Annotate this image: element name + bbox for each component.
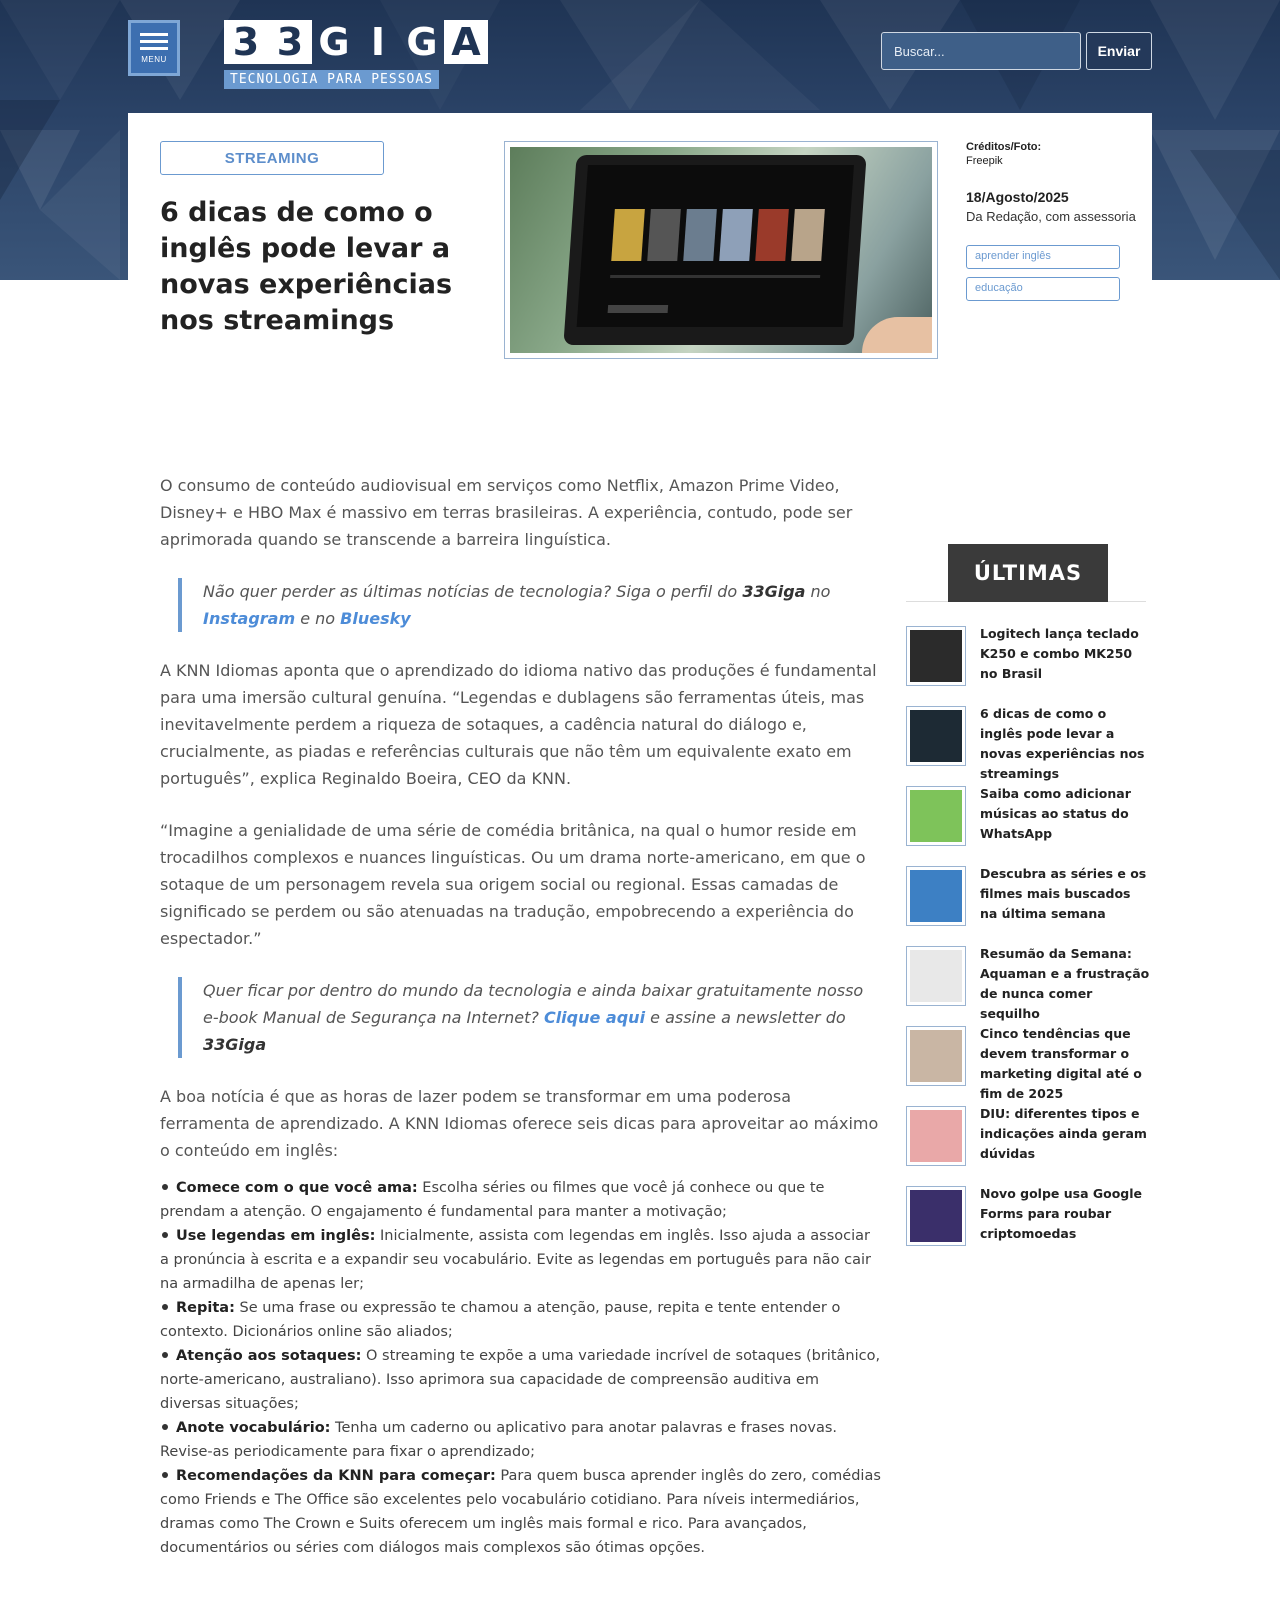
tips-list <box>160 1176 882 1560</box>
list-item: Use legendas em inglês: Inicialmente, assista com legendas em inglês. Isso ajuda a associar a pronúncia à escrita e a expandir seu vocabulário. Evite as legendas em português para não cair na armadilha de apenas ler; <box>160 1228 872 1292</box>
search-input[interactable] <box>881 32 1081 70</box>
brand-name: 33Giga <box>742 582 806 601</box>
logo-char: G <box>406 20 438 64</box>
keyword-tag[interactable]: educação <box>966 277 1120 301</box>
instagram-callout: Não quer perder as últimas notícias de tecnologia? Siga o perfil do 33Giga no Instagram e no Bluesky <box>178 578 882 632</box>
bluesky-link[interactable]: Bluesky <box>340 609 411 628</box>
latest-item-title[interactable]: Logitech lança teclado K250 e combo MK250 no Brasil <box>980 626 1139 681</box>
publish-date: 18/Agosto/2025 <box>966 189 1069 205</box>
latest-item[interactable] <box>906 866 1150 926</box>
latest-item-title[interactable]: Saiba como adicionar músicas ao status do WhatsApp <box>980 786 1131 841</box>
latest-item-title[interactable]: Descubra as séries e os filmes mais buscados na última semana <box>980 866 1147 921</box>
logo-char: 3 <box>268 20 312 64</box>
menu-button[interactable] <box>128 20 180 76</box>
article-body <box>160 472 882 1560</box>
instagram-link[interactable]: Instagram <box>203 609 296 628</box>
category-tag[interactable]: STREAMING <box>160 141 384 175</box>
bullet-icon <box>162 1472 168 1478</box>
list-item: Repita: Se uma frase ou expressão te chamou a atenção, pause, repita e tente entender o contexto. Dicionários online são aliados; <box>160 1300 841 1340</box>
credits-value: Freepik <box>966 155 1003 167</box>
article-featured-image <box>504 141 938 359</box>
brand-name: 33Giga <box>203 1035 267 1054</box>
latest-item[interactable] <box>906 1026 1150 1101</box>
news-thumbnail <box>906 1186 966 1246</box>
logo-char: A <box>444 20 488 64</box>
credits-label: Créditos/Foto: <box>966 141 1042 153</box>
latest-item[interactable] <box>906 1186 1150 1246</box>
article-title: 6 dicas de como o inglês pode levar a novas experiências nos streamings <box>160 197 453 336</box>
article-header-card <box>128 113 1152 363</box>
paragraph: “Imagine a genialidade de uma série de comédia britânica, na qual o humor reside em trocadilhos complexos e nuances linguísticas. Ou um drama norte-americano, em que o sotaque de um personagem revela sua origem social ou regional. Essas camadas de significado se perdem ou são atenuadas na tradução, empobrecendo a experiência do espectador.” <box>160 821 866 948</box>
paragraph: A KNN Idiomas aponta que o aprendizado do idioma nativo das produções é fundamental para uma imersão cultural genuína. “Legendas e dublagens são ferramentas úteis, mas inevitavelmente perdem a riqueza de sotaques, a cadência natural do diálogo e, crucialmente, as piadas e referências culturais que não têm um equivalente exato em português”, explica Reginaldo Boeira, CEO da KNN. <box>160 661 877 788</box>
list-item: Anote vocabulário: Tenha um caderno ou aplicativo para anotar palavras e frases novas. Revise-as periodicamente para fixar o aprendizado; <box>160 1420 838 1460</box>
paragraph: A boa notícia é que as horas de lazer podem se transformar em uma poderosa ferramenta de aprendizado. A KNN Idiomas oferece seis dicas para aproveitar ao máximo o conteúdo em inglês: <box>160 1087 879 1160</box>
bullet-icon <box>162 1304 168 1310</box>
latest-item-title[interactable]: Cinco tendências que devem transformar o marketing digital até o fim de 2025 <box>980 1026 1142 1101</box>
latest-news-sidebar <box>906 544 1150 1266</box>
paragraph: O consumo de conteúdo audiovisual em serviços como Netflix, Amazon Prime Video, Disney+ e HBO Max é massivo em terras brasileiras. A experiência, contudo, pode ser aprimorada quando se transcende a barreira linguística. <box>160 476 853 549</box>
newsletter-link[interactable]: Clique aqui <box>543 1008 646 1027</box>
site-logo[interactable] <box>224 20 524 94</box>
list-item: Recomendações da KNN para começar: Para quem busca aprender inglês do zero, comédias como Friends e The Office são excelentes pelo vocabulário cotidiano. Para níveis intermediários, dramas como The Crown e Suits oferecem um inglês mais formal e rico. Para avançados, documentários ou séries com diálogos mais complexos são ótimas opções. <box>160 1468 881 1556</box>
list-item: Comece com o que você ama: Escolha séries ou filmes que você já conhece ou que te prendam a atenção. O engajamento é fundamental para manter a motivação; <box>160 1180 825 1220</box>
logo-char: I <box>370 20 386 64</box>
news-thumbnail <box>906 866 966 926</box>
latest-item[interactable] <box>906 626 1150 686</box>
latest-item[interactable] <box>906 706 1150 781</box>
newsletter-callout: Quer ficar por dentro do mundo da tecnologia e ainda baixar gratuitamente nosso e-book Manual de Segurança na Internet? Clique aqui e assine a newsletter do 33Giga <box>178 977 882 1058</box>
latest-item-title[interactable]: 6 dicas de como o inglês pode levar a novas experiências nos streamings <box>980 706 1145 781</box>
news-thumbnail <box>906 946 966 1006</box>
latest-list <box>906 626 1150 1246</box>
list-item: Atenção aos sotaques: O streaming te expõe a uma variedade incrível de sotaques (britânico, norte-americano, australiano). Isso aprimora sua capacidade de compreensão auditiva em diversas situações; <box>160 1348 881 1412</box>
bullet-icon <box>162 1232 168 1238</box>
search-submit-button[interactable]: Enviar <box>1086 32 1152 70</box>
news-thumbnail <box>906 786 966 846</box>
news-thumbnail <box>906 626 966 686</box>
latest-item-title[interactable]: Novo golpe usa Google Forms para roubar criptomoedas <box>980 1186 1143 1241</box>
bullet-icon <box>162 1424 168 1430</box>
logo-char: 3 <box>224 20 268 64</box>
hamburger-icon <box>140 33 168 36</box>
author-line: Da Redação, com assessoria <box>966 209 1136 224</box>
latest-item[interactable] <box>906 1106 1150 1166</box>
latest-title: ÚLTIMAS <box>948 544 1108 602</box>
keyword-tag[interactable]: aprender inglês <box>966 245 1120 269</box>
latest-item[interactable] <box>906 786 1150 846</box>
latest-header <box>906 544 1146 602</box>
menu-label: MENU <box>141 55 167 64</box>
latest-item-title[interactable]: Resumão da Semana: Aquaman e a frustração de nunca comer sequilho <box>980 946 1150 1021</box>
logo-char: G <box>318 20 350 64</box>
bullet-icon <box>162 1184 168 1190</box>
bullet-icon <box>162 1352 168 1358</box>
logo-tagline: TECNOLOGIA PARA PESSOAS <box>224 70 439 89</box>
latest-item[interactable] <box>906 946 1150 1021</box>
latest-item-title[interactable]: DIU: diferentes tipos e indicações ainda geram dúvidas <box>980 1106 1147 1161</box>
news-thumbnail <box>906 706 966 766</box>
laptop-image <box>563 155 866 345</box>
article-meta <box>966 141 1136 301</box>
news-thumbnail <box>906 1026 966 1086</box>
news-thumbnail <box>906 1106 966 1166</box>
